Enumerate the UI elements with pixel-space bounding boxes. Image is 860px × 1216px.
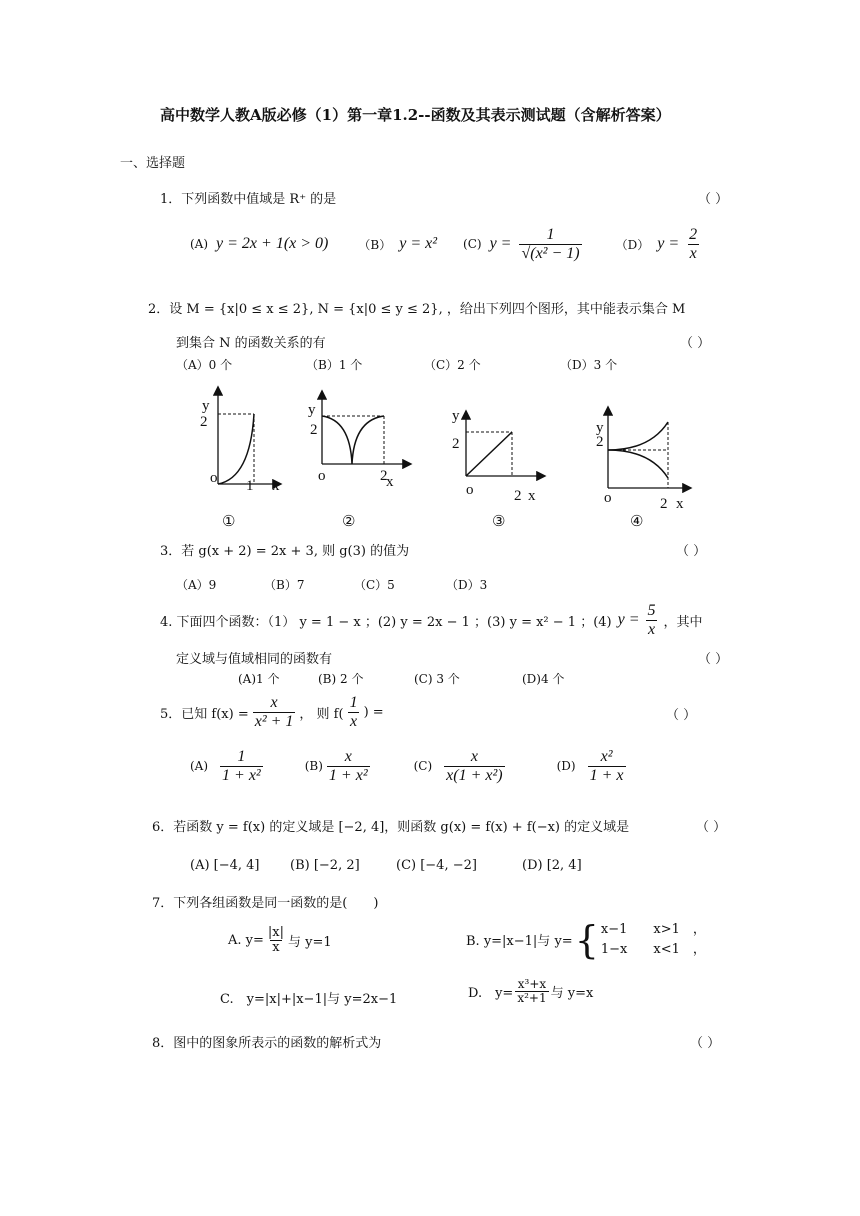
q7-option-c: C. y=|x|+|x−1|与 y=2x−1 <box>220 992 398 1007</box>
q5-c-num: x <box>470 748 478 765</box>
q4-option-b: (B) 2 个 <box>318 672 364 686</box>
q1-c-num: 1 <box>546 226 555 243</box>
graph-3-x-tick: 2 <box>514 488 522 504</box>
q5-d-den: 1 + x <box>589 766 624 784</box>
q5-b-label: (B) <box>304 759 323 774</box>
q7-option-b <box>466 917 706 962</box>
q7-d-num: x³+x <box>517 977 547 991</box>
q5-stem-c: ) = <box>363 704 384 720</box>
q3-stem: 3．若 g(x + 2) = 2x + 3, 则 g(3) 的值为 <box>160 544 410 559</box>
graph-1-x-label: x <box>272 478 280 494</box>
q4-option-c: (C) 3 个 <box>414 672 460 686</box>
q3-option-d: （D）3 <box>446 578 488 592</box>
q5-f-fraction <box>253 694 296 730</box>
q7-b-brace-icon: { <box>574 917 599 962</box>
q5-stem-line <box>160 694 384 730</box>
q7-b-case1: x−1 x>1 ， <box>600 922 706 937</box>
q1-d-lhs: y = <box>657 235 680 253</box>
q5-arg-num: 1 <box>349 694 358 711</box>
graph-3 <box>452 408 544 530</box>
q7-b-pre: B. y=|x−1|与 y= <box>466 934 573 949</box>
q1-stem: 1．下列函数中值域是 R⁺ 的是 <box>160 192 337 207</box>
graph-1-x-tick: 1 <box>246 478 254 494</box>
q1-d-num: 2 <box>689 226 698 243</box>
q1-d-label: （D） <box>615 237 650 252</box>
q1-b-expr: y = x² <box>399 235 438 253</box>
q4-stem-line <box>160 602 703 638</box>
q2-stem: 2．设 M = {x|0 ≤ x ≤ 2}, N = {x|0 ≤ y ≤ 2}, ，给出下列四个图形，其中能表示集合 M <box>148 302 686 317</box>
q1-c-label: (C) <box>463 237 482 252</box>
q5-b-fraction <box>327 748 370 784</box>
q2-graphs <box>170 380 730 530</box>
q1-a-label: (A) <box>190 237 209 252</box>
graph-2-x-label: x <box>386 474 394 490</box>
q4-f4-num: 5 <box>647 602 656 619</box>
graph-4-upper-curve <box>608 422 668 450</box>
q6-stem: 6．若函数 y = f(x) 的定义域是 [−2, 4]，则函数 g(x) = f(x) + f(−x) 的定义域是 <box>152 820 630 835</box>
graph-3-origin: o <box>466 482 474 498</box>
graph-2-y-label: y <box>308 402 316 418</box>
q5-f-den: x² + 1 <box>254 712 294 730</box>
q7-b-cases <box>601 920 706 959</box>
q7-stem: 7．下列各组函数是同一函数的是( ) <box>152 896 379 911</box>
q6-option-b: (B) [−2, 2] <box>290 858 360 873</box>
q7-a-fraction <box>266 926 286 956</box>
graph-4-x-label: x <box>676 496 684 512</box>
q5-a-label: (A) <box>190 759 209 774</box>
q5-stem-a: 5．已知 f(x) = <box>160 706 249 722</box>
graph-2-origin: o <box>318 468 326 484</box>
graph-3-x-label: x <box>528 488 536 504</box>
q5-stem-b: ， 则 f( <box>299 706 344 722</box>
q7-option-d <box>468 978 593 1005</box>
graph-1 <box>200 388 280 530</box>
graph-4 <box>596 408 690 530</box>
q4-f4-fraction <box>646 602 658 638</box>
graph-4-origin: o <box>604 490 612 506</box>
q7-a-pre: A. y= <box>228 933 264 949</box>
q7-option-a <box>228 926 332 956</box>
q5-d-num: x² <box>600 748 613 765</box>
graph-1-y-label: y <box>202 398 210 414</box>
q6-option-a: (A) [−4, 4] <box>190 858 260 873</box>
q7-a-den: x <box>272 940 280 956</box>
q2-option-a: （A）0 个 <box>176 358 233 372</box>
graph-4-number: ④ <box>630 514 644 530</box>
q5-c-label: (C) <box>413 759 433 774</box>
q7-d-pre: D. y= <box>468 986 514 1002</box>
graph-4-x-tick: 2 <box>660 496 668 512</box>
page-title: 高中数学人教A版必修（1）第一章1.2--函数及其表示测试题（含解析答案） <box>160 106 671 124</box>
q1-c-den: √(x² − 1) <box>521 244 580 262</box>
q5-d-label: (D) <box>556 759 576 774</box>
q6-option-c: (C) [−4, −2] <box>396 858 477 873</box>
q4-stem-tail: ，其中 <box>663 614 703 630</box>
q7-a-num: |x| <box>267 925 284 940</box>
q3-option-c: （C）5 <box>354 578 395 592</box>
graph-3-line <box>466 432 512 476</box>
q6-blank: （ ） <box>696 820 727 835</box>
graph-4-y-tick: 2 <box>596 434 604 450</box>
q5-arg-fraction <box>348 694 360 730</box>
q5-f-num: x <box>270 694 278 711</box>
q2-stem2: 到集合 N 的函数关系的有 <box>176 336 326 351</box>
q5-d-fraction <box>588 748 626 784</box>
q3-option-a: （A）9 <box>176 578 217 592</box>
q4-option-d: (D)4 个 <box>522 672 565 686</box>
q1-options <box>190 226 699 262</box>
graph-3-number: ③ <box>492 514 506 530</box>
q5-a-num: 1 <box>237 748 246 765</box>
q4-blank: （ ） <box>698 652 729 667</box>
q2-option-b: （B）1 个 <box>306 358 363 372</box>
q4-stem: 4. 下面四个函数：（1） y = 1 − x ；(2) y = 2x − 1 ；(3) y = x² − 1 ；(4) <box>160 614 612 630</box>
q8-blank: （ ） <box>690 1036 721 1051</box>
q7-b-piecewise <box>574 917 706 962</box>
graph-2-x-tick: 2 <box>380 468 388 484</box>
q1-c-fraction <box>519 226 581 262</box>
graph-2-curve <box>322 416 384 464</box>
graph-3-y-label: y <box>452 408 460 424</box>
q1-d-fraction <box>687 226 699 262</box>
q5-c-fraction <box>444 748 504 784</box>
graph-2 <box>308 392 410 530</box>
graph-4-y-label: y <box>596 420 604 436</box>
graph-1-y-tick: 2 <box>200 414 208 430</box>
q2-blank: （ ） <box>680 336 711 351</box>
graph-4-lower-curve <box>608 450 668 478</box>
q1-blank: （ ） <box>698 192 729 207</box>
q4-f4-den: x <box>647 620 656 638</box>
q7-d-den: x²+1 <box>517 991 547 1006</box>
graph-2-y-tick: 2 <box>310 422 318 438</box>
q7-a-post: 与 y=1 <box>287 935 332 951</box>
q1-b-label: （B） <box>358 237 392 252</box>
q6-option-d: (D) [2, 4] <box>522 858 582 873</box>
q8-stem: 8．图中的图象所表示的函数的解析式为 <box>152 1036 382 1051</box>
q4-option-a: (A)1 个 <box>238 672 280 686</box>
q4-stem2: 定义域与值域相同的函数有 <box>176 652 333 667</box>
q5-c-den: x(1 + x²) <box>446 766 503 784</box>
q5-blank: （ ） <box>666 708 697 723</box>
q5-a-den: 1 + x² <box>222 766 261 784</box>
graph-2-number: ② <box>342 514 356 530</box>
q1-c-lhs: y = <box>489 235 512 253</box>
q7-d-fraction <box>515 978 548 1005</box>
graph-3-y-tick: 2 <box>452 436 460 452</box>
q1-d-den: x <box>689 244 697 262</box>
q1-a-expr: y = 2x + 1(x > 0) <box>216 235 329 253</box>
graph-1-curve <box>218 414 254 484</box>
q5-b-den: 1 + x² <box>328 766 368 784</box>
graph-1-origin: o <box>210 470 218 486</box>
q5-arg-den: x <box>350 712 358 730</box>
q5-a-fraction <box>220 748 263 784</box>
graph-1-number: ① <box>222 514 236 530</box>
q3-option-b: （B）7 <box>264 578 305 592</box>
q5-b-num: x <box>344 748 352 765</box>
q7-d-post: 与 y=x <box>550 986 594 1002</box>
q7-b-case2: 1−x x<1 ， <box>600 941 706 957</box>
q5-options <box>190 748 626 784</box>
q2-option-d: （D）3 个 <box>560 358 618 372</box>
section-heading: 一、选择题 <box>120 156 186 171</box>
q2-option-c: （C）2 个 <box>424 358 481 372</box>
q4-f4-lhs: y = <box>617 611 640 629</box>
q3-blank: （ ） <box>676 544 707 559</box>
